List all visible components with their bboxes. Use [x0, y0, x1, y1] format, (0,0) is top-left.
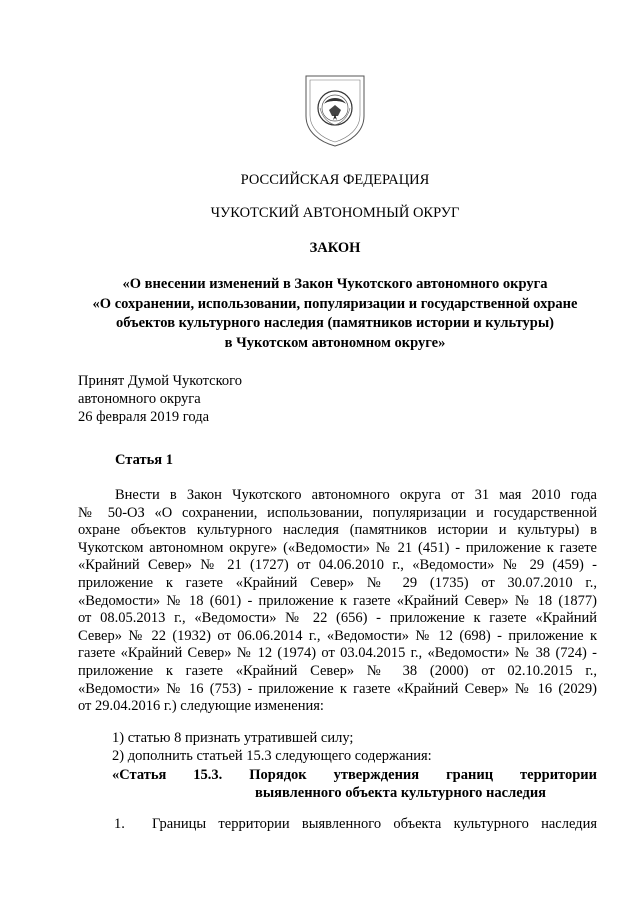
- text-line: газете «Крайний Север» № 12 (1974) от 03.04.2015 г., «Ведомости» № 38 (724) -: [78, 645, 597, 662]
- text-line: Чукотском автономном округе» («Ведомости» № 21 (451) - приложение к газете: [78, 539, 597, 556]
- text-line: № 50-ОЗ «О сохранении, использовании, популяризации и государственной: [78, 504, 597, 521]
- federation-heading: РОССИЙСКАЯ ФЕДЕРАЦИЯ: [240, 172, 430, 188]
- heading-word: границ: [446, 767, 494, 783]
- adoption-date: 26 февраля 2019 года: [78, 409, 210, 425]
- article-15-3-heading-line: выявленного объекта культурного наследия: [255, 785, 547, 801]
- article-1-text: [78, 487, 597, 716]
- text-line: «Ведомости» № 16 (753) - приложение к газете «Крайний Север» № 16 (2029): [78, 680, 597, 697]
- text-line: охране объектов культурного наследия (памятников истории и культуры) в: [78, 522, 597, 539]
- heading-word: «Статья: [112, 767, 167, 783]
- law-title-line: «О внесении изменений в Закон Чукотского автономного округа: [122, 276, 548, 292]
- list-item: 2) дополнить статьей 15.3 следующего содержания:: [112, 748, 432, 764]
- text-line: от 08.05.2013 г., «Ведомости» № 22 (656) - приложение к газете «Крайний: [78, 610, 597, 627]
- coat-of-arms-emblem: [300, 72, 370, 148]
- article-15-3-heading: [112, 766, 597, 802]
- okrug-heading: ЧУКОТСКИЙ АВТОНОМНЫЙ ОКРУГ: [210, 205, 460, 221]
- heading-word: территории: [520, 767, 598, 783]
- law-title-line: объектов культурного наследия (памятников истории и культуры): [115, 315, 554, 331]
- paragraph-text: Границы территории выявленного объекта культурного наследия: [152, 816, 597, 832]
- amendments-list: [112, 729, 432, 765]
- article-1-heading: Статья 1: [115, 452, 173, 468]
- paragraph-number: 1.: [114, 816, 125, 832]
- text-line: Внести в Закон Чукотского автономного округа от 31 мая 2010 года: [115, 487, 597, 503]
- list-item: 1) статью 8 признать утратившей силу;: [112, 730, 354, 746]
- article-15-3-heading-line: [112, 766, 597, 784]
- law-title: [70, 275, 600, 353]
- text-line: Север» № 22 (1932) от 06.06.2014 г., «Ведомости» № 12 (698) - приложение к: [78, 627, 597, 644]
- text-line: «Ведомости» № 18 (601) - приложение к газете «Крайний Север» № 18 (1877): [78, 592, 597, 609]
- heading-word: 15.3.: [193, 767, 223, 783]
- text-line: «Крайний Север» № 21 (1727) от 04.06.2010 г., «Ведомости» № 29 (459) -: [78, 557, 597, 574]
- text-line: от 29.04.2016 г.) следующие изменения:: [78, 698, 324, 715]
- text-line: приложение к газете «Крайний Север» № 38 (2000) от 02.10.2015 г.,: [78, 662, 597, 679]
- heading-word: утверждения: [333, 767, 420, 783]
- adoption-line: Принят Думой Чукотского: [78, 373, 243, 389]
- adoption-line: автономного округа: [78, 391, 201, 407]
- document-type-heading: ЗАКОН: [309, 240, 361, 256]
- text-line: приложение к газете «Крайний Север» № 29 (1735) от 30.07.2010 г.,: [78, 574, 597, 591]
- law-title-line: в Чукотском автономном округе»: [224, 334, 446, 351]
- heading-word: Порядок: [249, 767, 307, 783]
- adoption-block: [78, 372, 242, 426]
- law-title-line: «О сохранении, использовании, популяризации и государственной охране: [92, 295, 578, 312]
